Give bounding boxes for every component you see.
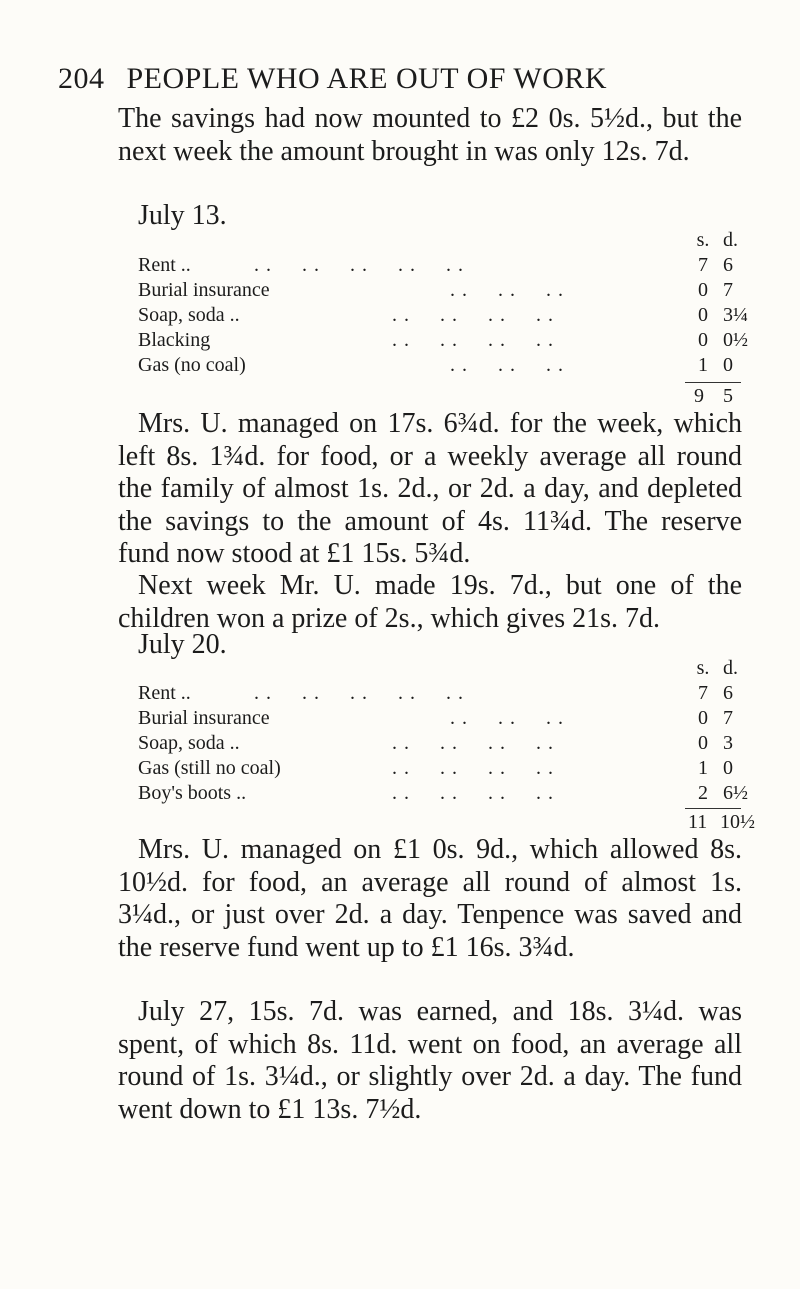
- row-shillings: 7: [698, 254, 708, 276]
- page-number: 204: [58, 62, 105, 95]
- table1-date: July 13.: [138, 200, 227, 231]
- row-pence: 7: [723, 707, 733, 729]
- table-row: [138, 732, 738, 757]
- leader-dots: . . . . . . . . . .: [254, 254, 464, 276]
- running-title: PEOPLE WHO ARE OUT OF WORK: [126, 62, 608, 95]
- row-shillings: 0: [698, 732, 708, 754]
- row-label: Soap, soda ..: [138, 732, 240, 754]
- expense-table-july-13: [138, 229, 748, 379]
- table-row: [138, 304, 748, 329]
- row-label: Soap, soda ..: [138, 304, 240, 326]
- row-shillings: 0: [698, 279, 708, 301]
- row-pence: 3: [723, 732, 733, 754]
- row-label: Rent ..: [138, 682, 191, 704]
- row-pence: 0: [723, 354, 733, 376]
- row-pence: 3¼: [723, 304, 748, 326]
- running-header: [58, 62, 607, 96]
- col-pence-header: d.: [723, 657, 738, 679]
- table-row: [138, 757, 738, 782]
- paragraph-savings: The savings had now mounted to £2 0s. 5½d., but the next week the amount brought in was only 12s. 7d.: [118, 103, 742, 167]
- row-shillings: 0: [698, 707, 708, 729]
- paragraph-july-27: July 27, 15s. 7d. was earned, and 18s. 3¼d. was spent, of which 8s. 11d. went on food, an average all round of 1s. 3¼d., or slightly over 2d. a day. The fund went down to £1 13s. 7½d.: [118, 996, 742, 1125]
- table2-date: July 20.: [138, 629, 227, 660]
- paragraph-july-20-summary: Mrs. U. managed on £1 0s. 9d., which allowed 8s. 10½d. for food, an average all round of almost 1s. 3¼d., or just over 2d. a day. Tenpence was saved and the reserve fund went up to £1 16s. 3¾d.: [118, 834, 742, 963]
- row-label: Rent ..: [138, 254, 191, 276]
- col-shillings-header: s.: [696, 657, 710, 679]
- row-pence: 6: [723, 682, 733, 704]
- leader-dots: . . . . . . . .: [392, 782, 554, 804]
- row-label: Burial insurance: [138, 279, 270, 301]
- col-shillings-header: s.: [696, 229, 710, 251]
- leader-dots: . . . . . . . .: [392, 329, 554, 351]
- table-row: [138, 279, 738, 304]
- total-shillings: 11: [688, 811, 708, 833]
- row-shillings: 2: [698, 782, 708, 804]
- row-label: Burial insurance: [138, 707, 270, 729]
- total-rule: [685, 808, 741, 809]
- row-pence: 0½: [723, 329, 748, 351]
- leader-dots: . . . . . .: [450, 279, 564, 301]
- total-rule: [685, 382, 741, 383]
- leader-dots: . . . . . . . . . .: [254, 682, 464, 704]
- table-row: [138, 682, 738, 707]
- leader-dots: . . . . . . . .: [392, 732, 554, 754]
- table-header-row: [138, 657, 738, 682]
- col-pence-header: d.: [723, 229, 738, 251]
- leader-dots: . . . . . . . .: [392, 757, 554, 779]
- table-row: [138, 329, 748, 354]
- row-label: Gas (no coal): [138, 354, 246, 376]
- table-header-row: [138, 229, 738, 254]
- row-label: Boy's boots ..: [138, 782, 247, 804]
- row-shillings: 0: [698, 329, 708, 351]
- row-pence: 6: [723, 254, 733, 276]
- leader-dots: . . . . . .: [450, 707, 564, 729]
- row-shillings: 7: [698, 682, 708, 704]
- total-shillings: 9: [694, 385, 704, 407]
- row-shillings: 1: [698, 354, 708, 376]
- row-shillings: 0: [698, 304, 708, 326]
- row-label: Blacking: [138, 329, 211, 351]
- leader-dots: . . . . . .: [450, 354, 564, 376]
- paragraph-july-13-summary: Mrs. U. managed on 17s. 6¾d. for the week, which left 8s. 1¾d. for food, or a weekly average all round the family of almost 1s. 2d., or 2d. a day, and depleted the savings to the amount of 4s. 11¾d. The reserve fund now stood at £1 15s. 5¾d.: [118, 408, 742, 569]
- row-shillings: 1: [698, 757, 708, 779]
- row-pence: 0: [723, 757, 733, 779]
- total-pence: 5: [723, 385, 733, 407]
- row-pence: 7: [723, 279, 733, 301]
- table-row: [138, 254, 738, 279]
- paragraph-next-week: Next week Mr. U. made 19s. 7d., but one of the children won a prize of 2s., which gives 21s. 7d.: [118, 570, 742, 634]
- row-pence: 6½: [723, 782, 748, 804]
- total-pence: 10½: [720, 811, 755, 833]
- expense-table-july-20: [138, 657, 748, 807]
- table-row: [138, 354, 738, 379]
- row-label: Gas (still no coal): [138, 757, 281, 779]
- table-row: [138, 707, 738, 732]
- leader-dots: . . . . . . . .: [392, 304, 554, 326]
- table-row: [138, 782, 748, 807]
